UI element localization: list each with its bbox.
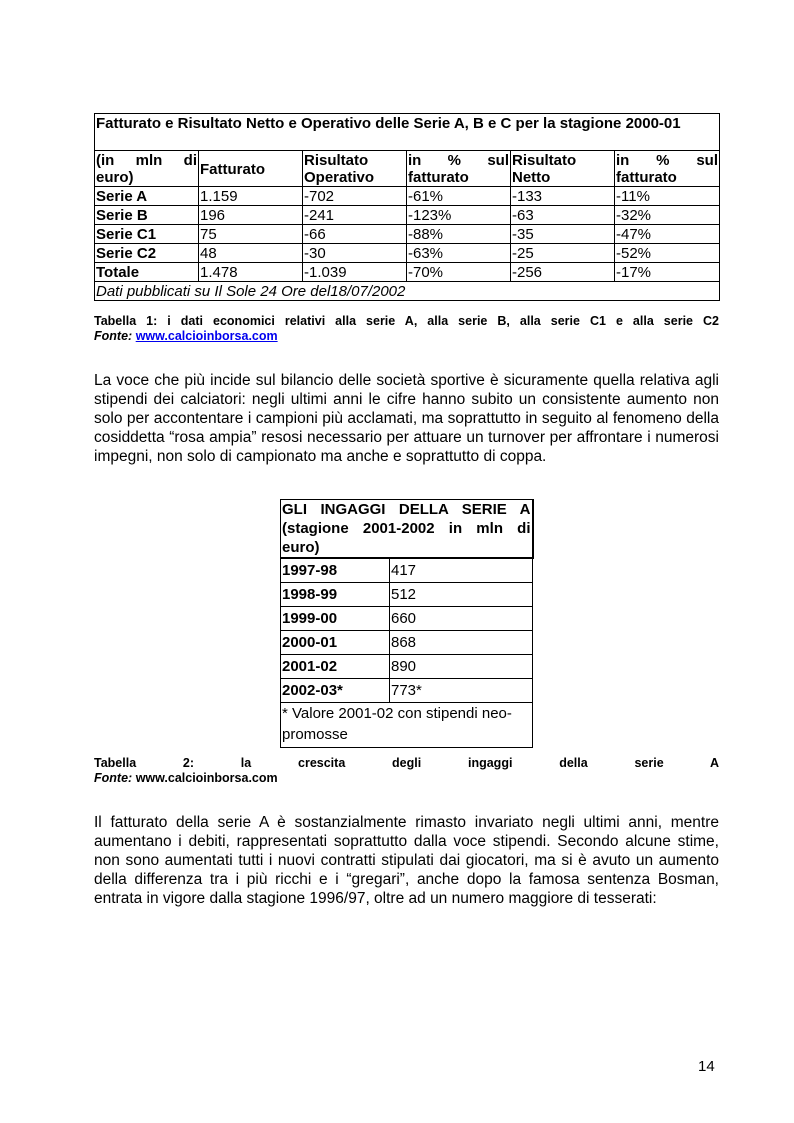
table-cell: -17% bbox=[615, 263, 720, 282]
table-cell: -133 bbox=[511, 187, 615, 206]
table-row bbox=[95, 187, 720, 206]
table-cell: -52% bbox=[615, 244, 720, 263]
table-row bbox=[95, 244, 720, 263]
season-label: 1997-98 bbox=[281, 558, 390, 583]
table-cell: -123% bbox=[407, 206, 511, 225]
table1-caption-text: Tabella 1: i dati economici relativi alla serie A, alla serie B, alla serie C1 e alla serie C2 bbox=[94, 314, 719, 328]
table2-caption bbox=[94, 756, 719, 786]
table1-header-pct-netto: in % sul fatturato bbox=[616, 152, 718, 186]
season-label: 2002-03* bbox=[281, 679, 390, 703]
table1-header-risultato-operativo: Risultato Operativo bbox=[303, 151, 407, 187]
salary-value: 868 bbox=[390, 631, 533, 655]
table1-header-unit: (in mln di euro) bbox=[96, 152, 197, 186]
season-label: 2001-02 bbox=[281, 655, 390, 679]
table-cell: 196 bbox=[199, 206, 303, 225]
table-row bbox=[95, 263, 720, 282]
fonte-label: Fonte bbox=[94, 329, 129, 343]
table-row bbox=[95, 206, 720, 225]
row-label: Serie C2 bbox=[95, 244, 199, 263]
table-cell: -47% bbox=[615, 225, 720, 244]
table-cell: 75 bbox=[199, 225, 303, 244]
fonte-link[interactable]: www.calcioinborsa.com bbox=[135, 329, 278, 343]
table-row bbox=[281, 631, 533, 655]
table-cell: -63 bbox=[511, 206, 615, 225]
table-cell: -32% bbox=[615, 206, 720, 225]
table-row bbox=[281, 679, 533, 703]
table-cell: -66 bbox=[303, 225, 407, 244]
table-cell: -11% bbox=[615, 187, 720, 206]
salaries-table bbox=[280, 499, 534, 748]
table-row bbox=[281, 655, 533, 679]
salary-value: 660 bbox=[390, 607, 533, 631]
table-cell: -70% bbox=[407, 263, 511, 282]
row-label: Serie C1 bbox=[95, 225, 199, 244]
table2-caption-text: Tabella 2: la crescita degli ingaggi della serie A bbox=[94, 756, 719, 770]
table1-title: Fatturato e Risultato Netto e Operativo delle Serie A, B e C per la stagione 2000-01 bbox=[95, 114, 720, 151]
table-cell: -63% bbox=[407, 244, 511, 263]
financial-results-table bbox=[94, 113, 720, 301]
body-paragraph-2: Il fatturato della serie A è sostanzialmente rimasto invariato negli ultimi anni, mentre aumentano i debiti, rappresentati soprattutto dalla voce stipendi. Secondo alcune stime, non sono aumentati tutti i nuovi contratti stipulati dai giocatori, ma si è avuto un aumento della differenza tra i più ricchi e i “gregari”, anche dopo la famosa sentenza Bosman, entrata in vigore dalla stagione 1996/97, oltre ad un numero maggiore di tesserati: bbox=[94, 814, 719, 907]
table-row bbox=[281, 558, 533, 583]
body-paragraph-1: La voce che più incide sul bilancio delle società sportive è sicuramente quella relativa agli stipendi dei calciatori: negli ultimi anni le cifre hanno subito un consistente aumento non solo per accontentare i campioni più acclamati, ma soprattutto in seguito al fenomeno della cosiddetta “rosa ampia” resosi necessario per attuare un turnover per affrontare i numerosi impegni, non solo di campionato ma anche e soprattutto di coppa. bbox=[94, 372, 719, 465]
table-cell: 48 bbox=[199, 244, 303, 263]
table2-note: * Valore 2001-02 con stipendi neo-promosse bbox=[281, 703, 533, 748]
table-cell: -256 bbox=[511, 263, 615, 282]
page-number: 14 bbox=[698, 1058, 715, 1075]
row-label: Serie B bbox=[95, 206, 199, 225]
table-cell: -61% bbox=[407, 187, 511, 206]
salary-value: 417 bbox=[390, 558, 533, 583]
table-cell: -25 bbox=[511, 244, 615, 263]
table-row bbox=[95, 225, 720, 244]
table-cell: 1.159 bbox=[199, 187, 303, 206]
table1-fonte-line: Fonte: www.calcioinborsa.com bbox=[94, 329, 278, 343]
table-cell: -30 bbox=[303, 244, 407, 263]
row-label: Totale bbox=[95, 263, 199, 282]
table-cell: 1.478 bbox=[199, 263, 303, 282]
table1-header-fatturato: Fatturato bbox=[199, 151, 303, 187]
table1-caption bbox=[94, 314, 719, 344]
season-label: 1998-99 bbox=[281, 583, 390, 607]
table1-header-risultato-netto: Risultato Netto bbox=[511, 151, 615, 187]
table-cell: -1.039 bbox=[303, 263, 407, 282]
table-row bbox=[281, 607, 533, 631]
fonte-label: Fonte bbox=[94, 771, 129, 785]
salary-value: 773* bbox=[390, 679, 533, 703]
fonte-value: www.calcioinborsa.com bbox=[135, 771, 278, 785]
season-label: 2000-01 bbox=[281, 631, 390, 655]
table-row bbox=[281, 583, 533, 607]
table-cell: -35 bbox=[511, 225, 615, 244]
season-label: 1999-00 bbox=[281, 607, 390, 631]
row-label: Serie A bbox=[95, 187, 199, 206]
table2-title: GLI INGAGGI DELLA SERIE A (stagione 2001-2002 in mln di euro) bbox=[282, 501, 531, 556]
table1-source: Dati pubblicati su Il Sole 24 Ore del18/07/2002 bbox=[95, 282, 720, 301]
table-cell: -702 bbox=[303, 187, 407, 206]
salary-value: 512 bbox=[390, 583, 533, 607]
table1-header-pct-operativo: in % sul fatturato bbox=[408, 152, 509, 186]
table-cell: -241 bbox=[303, 206, 407, 225]
table-cell: -88% bbox=[407, 225, 511, 244]
salary-value: 890 bbox=[390, 655, 533, 679]
table2-fonte-line: Fonte: www.calcioinborsa.com bbox=[94, 771, 278, 785]
